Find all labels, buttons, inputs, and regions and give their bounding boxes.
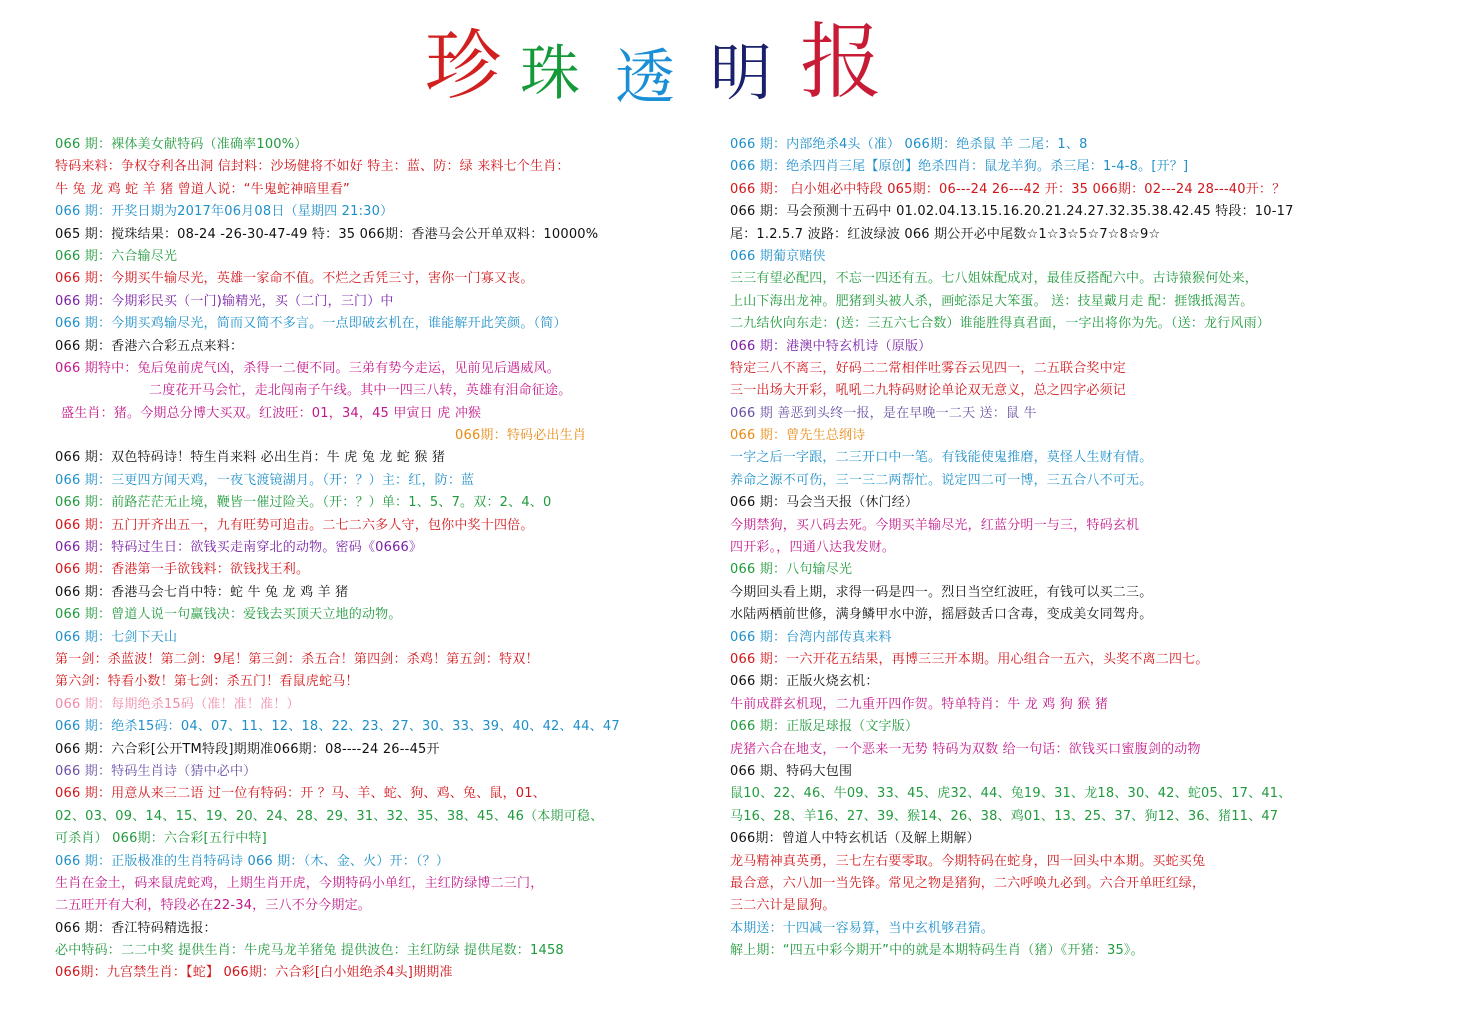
left-column-line: 可杀肖） 066期：六合彩[五行中特] <box>55 831 267 847</box>
right-column-line: 066 期：曾先生总纲诗 <box>730 428 866 444</box>
right-column-line: 066 期：台湾内部传真来料 <box>730 629 892 645</box>
left-column-line: 066 期：七剑下天山 <box>55 629 178 645</box>
right-column-line: 四开彩。，四通八达我发财。 <box>730 540 896 556</box>
title-char-3: 透 <box>615 43 675 113</box>
left-column-line: 二度花开马会忙，走北闯南子午线。其中一四三八转，英雄有泪命征途。 <box>149 383 572 399</box>
right-column-line: 三三有望必配四，不忘一四还有五。七八姐妹配成对，最佳反搭配六中。古诗猿猴何处来， <box>730 271 1259 287</box>
title-char-1: 珍 <box>425 21 501 110</box>
left-column-line: 066 期：香港马会七肖中特：蛇 牛 兔 龙 鸡 羊 猪 <box>55 584 349 600</box>
left-column-line: 二五旺开有大利，特段必在22-34，三八不分今期定。 <box>55 898 371 914</box>
left-column-line: 066 期：绝杀15码：04、07、11、12、18、22、23、27、30、33、39、40、42、44、47 <box>55 719 620 735</box>
right-column-line: 066 期： 白小姐必中特段 065期：06---24 26---42 开：35 066期：02---24 28---40开：？ <box>730 181 1286 197</box>
left-column-line: 066 期：特码过生日：欲钱买走南穿北的动物。密码《0666》 <box>55 540 423 556</box>
left-column-line: 066 期：曾道人说一句赢钱决：爱钱去买顶天立地的动物。 <box>55 607 402 623</box>
right-column-line: 解上期：“四五中彩今期开”中的就是本期特码生肖（猪）《开猪：35》。 <box>730 943 1144 959</box>
left-column-line: 066 期：正版极准的生肖特码诗 066 期：（木、金、火）开：（？） <box>55 853 450 869</box>
left-column-line: 066 期：今期买牛输尽光，英雄一家命不值。不烂之舌凭三寸，害你一门寡又丧。 <box>55 271 534 287</box>
right-column-line: 一字之后一字跟，二三开口中一笔。有钱能使鬼推磨，莫怪人生财有情。 <box>730 450 1153 466</box>
left-column-line: 066 期：裸体美女献特码（准确率100%） <box>55 137 308 152</box>
left-column-line: 02、03、09、14、15、19、20、24、28、29、31、32、35、38、45、46（本期可稳、 <box>55 808 604 824</box>
right-column-line: 066 期：正版足球报（文字版） <box>730 719 919 735</box>
left-column-line: 牛 兔 龙 鸡 蛇 羊 猪 曾道人说：“牛鬼蛇神暗里看” <box>55 181 350 197</box>
left-column-line: 066期：特码必出生肖 <box>455 428 587 444</box>
right-column-line: 三一出场大开彩，吼吼二九特码财论单论双无意义，总之四字必须记 <box>730 383 1127 399</box>
right-column-line: 今期禁狗，买八码去死。今期买羊输尽光，红蓝分明一与三，特码玄机 <box>730 517 1140 533</box>
left-column-line: 066 期：开奖日期为2017年06月08日（星期四 21:30） <box>55 204 394 220</box>
right-column-line: 066 期：一六开花五结果，再博三三开本期。用心组合一五六，头奖不离二四七。 <box>730 651 1209 667</box>
left-column-line: 066 期：前路茫茫无止境，鞭皆一催过险关。（开：？）单：1、5、7。双：2、4、0 <box>55 495 552 511</box>
right-column-line: 066 期：绝杀四肖三尾【原创】绝杀四肖：鼠龙羊狗。杀三尾：1-4-8。[开？] <box>730 159 1189 175</box>
left-column-line: 必中特码：二二中奖 提供生肖：牛虎马龙羊猪兔 提供波色：主红防绿 提供尾数：1458 <box>55 943 564 959</box>
left-column-line: 生肖在金土，码来鼠虎蛇鸡，上期生肖开虎，今期特码小单红，主红防绿博二三门， <box>55 875 544 891</box>
right-column-line: 水陆两栖前世修，满身鳞甲水中游，摇唇鼓舌口含毒，变成美女同驾舟。 <box>730 607 1153 623</box>
right-column-line: 三二六计是鼠狗。 <box>730 898 836 914</box>
right-column-line: 066 期：八句输尽光 <box>730 562 853 578</box>
left-column-line: 特码来料：争权夺利各出洞 信封料：沙场健将不如好 特主：蓝、防：绿 来料七个生肖： <box>55 159 570 175</box>
right-column-line: 066 期、特码大包围 <box>730 763 853 779</box>
left-column-line: 066 期：香港第一手欲钱料：欲钱找王利。 <box>55 562 310 578</box>
left-column-line: 066 期：今期彩民买（一门)输精光，买（二门，三门）中 <box>55 293 394 309</box>
left-column-line: 066 期：六合输尽光 <box>55 248 178 264</box>
left-column-line: 066期：九宫禁生肖：【蛇】 066期：六合彩[白小姐绝杀4头]期期准 <box>55 965 453 981</box>
right-column-line: 鼠10、22、46、牛09、33、45、虎32、44、兔19、31、龙18、30、42、蛇05、17、41、 <box>730 786 1292 802</box>
left-column-line: 第一剑：杀蓝波！第二剑：9尾！第三剑：杀五合！第四剑：杀鸡！第五剑：特双！ <box>55 651 539 667</box>
right-column-line: 虎猪六合在地支，一个恶来一无势 特码为双数 给一句话：欲钱买口蜜腹剑的动物 <box>730 741 1201 757</box>
title-char-5: 报 <box>800 15 883 110</box>
left-column-line: 066 期特中：兔后兔前虎气凶，杀得一二便不同。三弟有势今走运，见前见后遇威风。 <box>55 360 560 376</box>
left-column-line: 066 期：六合彩[公开TM特段]期期准066期：08----24 26--45开 <box>55 741 440 757</box>
left-column-line: 第六剑：特看小数！第七剑：杀五门！看鼠虎蛇马！ <box>55 674 359 690</box>
page-title <box>0 15 1000 128</box>
title-char-4: 明 <box>710 36 773 109</box>
right-column-line: 尾：1.2.5.7 波路：红波绿波 066 期公开必中尾数☆1☆3☆5☆7☆8☆9☆ <box>730 226 1161 242</box>
left-column-line: 066 期：用意从来三二语 过一位有特码：开 ？马、羊、蛇、狗、鸡、兔、鼠，01、 <box>55 786 546 802</box>
right-column-line: 今期回头看上期，求得一码是四一。烈日当空红波旺，有钱可以买二三。 <box>730 584 1153 600</box>
title-char-2: 珠 <box>520 39 580 109</box>
right-column-line: 养命之源不可伤，三一三二两帮忙。说定四二可一博，三五合八不可无。 <box>730 472 1153 488</box>
left-column-line: 066 期：双色特码诗！特生肖来料 必出生肖：牛 虎 兔 龙 蛇 猴 猪 <box>55 450 446 466</box>
left-column-line: 066 期：香江特码精选报： <box>55 920 217 936</box>
right-column-line: 特定三八不离三，好码二二常相伴吐雾吞云见四一，二五联合奖中定 <box>730 360 1127 376</box>
right-column-line: 最合意，六八加一当先锋。常见之物是猪狗，二六呼唤九必到。六合开单旺红绿， <box>730 875 1206 891</box>
left-column-line: 065 期：搅珠结果：08-24 -26-30-47-49 特：35 066期：香港马会公开单双料：10000% <box>55 226 599 242</box>
left-column-line: 066 期：每期绝杀15码（准！准！准！） <box>55 696 300 712</box>
left-column-line: 066 期：今期买鸡输尽光，简而又简不多言。一点即破玄机在，谁能解开此笑颜。（简） <box>55 316 567 332</box>
right-column-line: 牛前成群玄机现，二九重开四作贺。特单特肖：牛 龙 鸡 狗 猴 猪 <box>730 696 1109 712</box>
right-column-line: 本期送：十四减一容易算，当中玄机够君猜。 <box>730 920 995 936</box>
right-column-line: 066 期：内部绝杀4头（准） 066期：绝杀鼠 羊 二尾：1、8 <box>730 137 1088 152</box>
left-column-line: 066 期：五门开齐出五一，九有旺势可追击。二七二六多人守，包你中奖十四倍。 <box>55 517 534 533</box>
right-column-line: 066期：曾道人中特玄机话（及解上期解） <box>730 831 980 847</box>
left-column <box>55 134 695 985</box>
left-column-line: 066 期：香港六合彩五点来料： <box>55 338 244 354</box>
right-column-line: 二九结伙向东走：(送：三五六七合数）谁能胜得真君面，一字出将你为先。（送：龙行风雨） <box>730 316 1270 332</box>
right-column-line: 066 期：港澳中特玄机诗（原版） <box>730 338 932 354</box>
left-column-line: 066 期：特码生肖诗（猜中必中） <box>55 763 257 779</box>
right-column-line: 066 期 善恶到头终一报，是在早晚一二天 送：鼠 牛 <box>730 405 1037 421</box>
right-column-line: 上山下海出龙神。肥猪到头被人杀，画蛇添足大笨蛋。 送：技星戴月走 配：捱饿抵渴苦。 <box>730 293 1254 309</box>
right-column-line: 066 期葡京赌侠 <box>730 248 826 264</box>
right-column-line: 马16、28、羊16、27、39、猴14、26、38、鸡01、13、25、37、狗12、36、猪11、47 <box>730 808 1279 824</box>
right-column-line: 066 期：马会预测十五码中 01.02.04.13.15.16.20.21.24.27.32.35.38.42.45 特段：10-17 <box>730 204 1294 220</box>
right-column <box>730 134 1420 962</box>
right-column-line: 龙马精神真英勇，三七左右要零取。今期特码在蛇身，四一回头中本期。买蛇买兔 <box>730 853 1206 869</box>
right-column-line: 066 期：马会当天报（休门经） <box>730 495 919 511</box>
left-column-line: 盛生肖：猪。今期总分博大买双。红波旺：01，34，45 甲寅日 虎 冲猴 <box>61 405 482 421</box>
right-column-line: 066 期：正版火烧玄机： <box>730 674 879 690</box>
left-column-line: 066 期：三更四方闻天鸡，一夜飞渡镜湖月。（开：？）主：红，防：蓝 <box>55 472 475 488</box>
